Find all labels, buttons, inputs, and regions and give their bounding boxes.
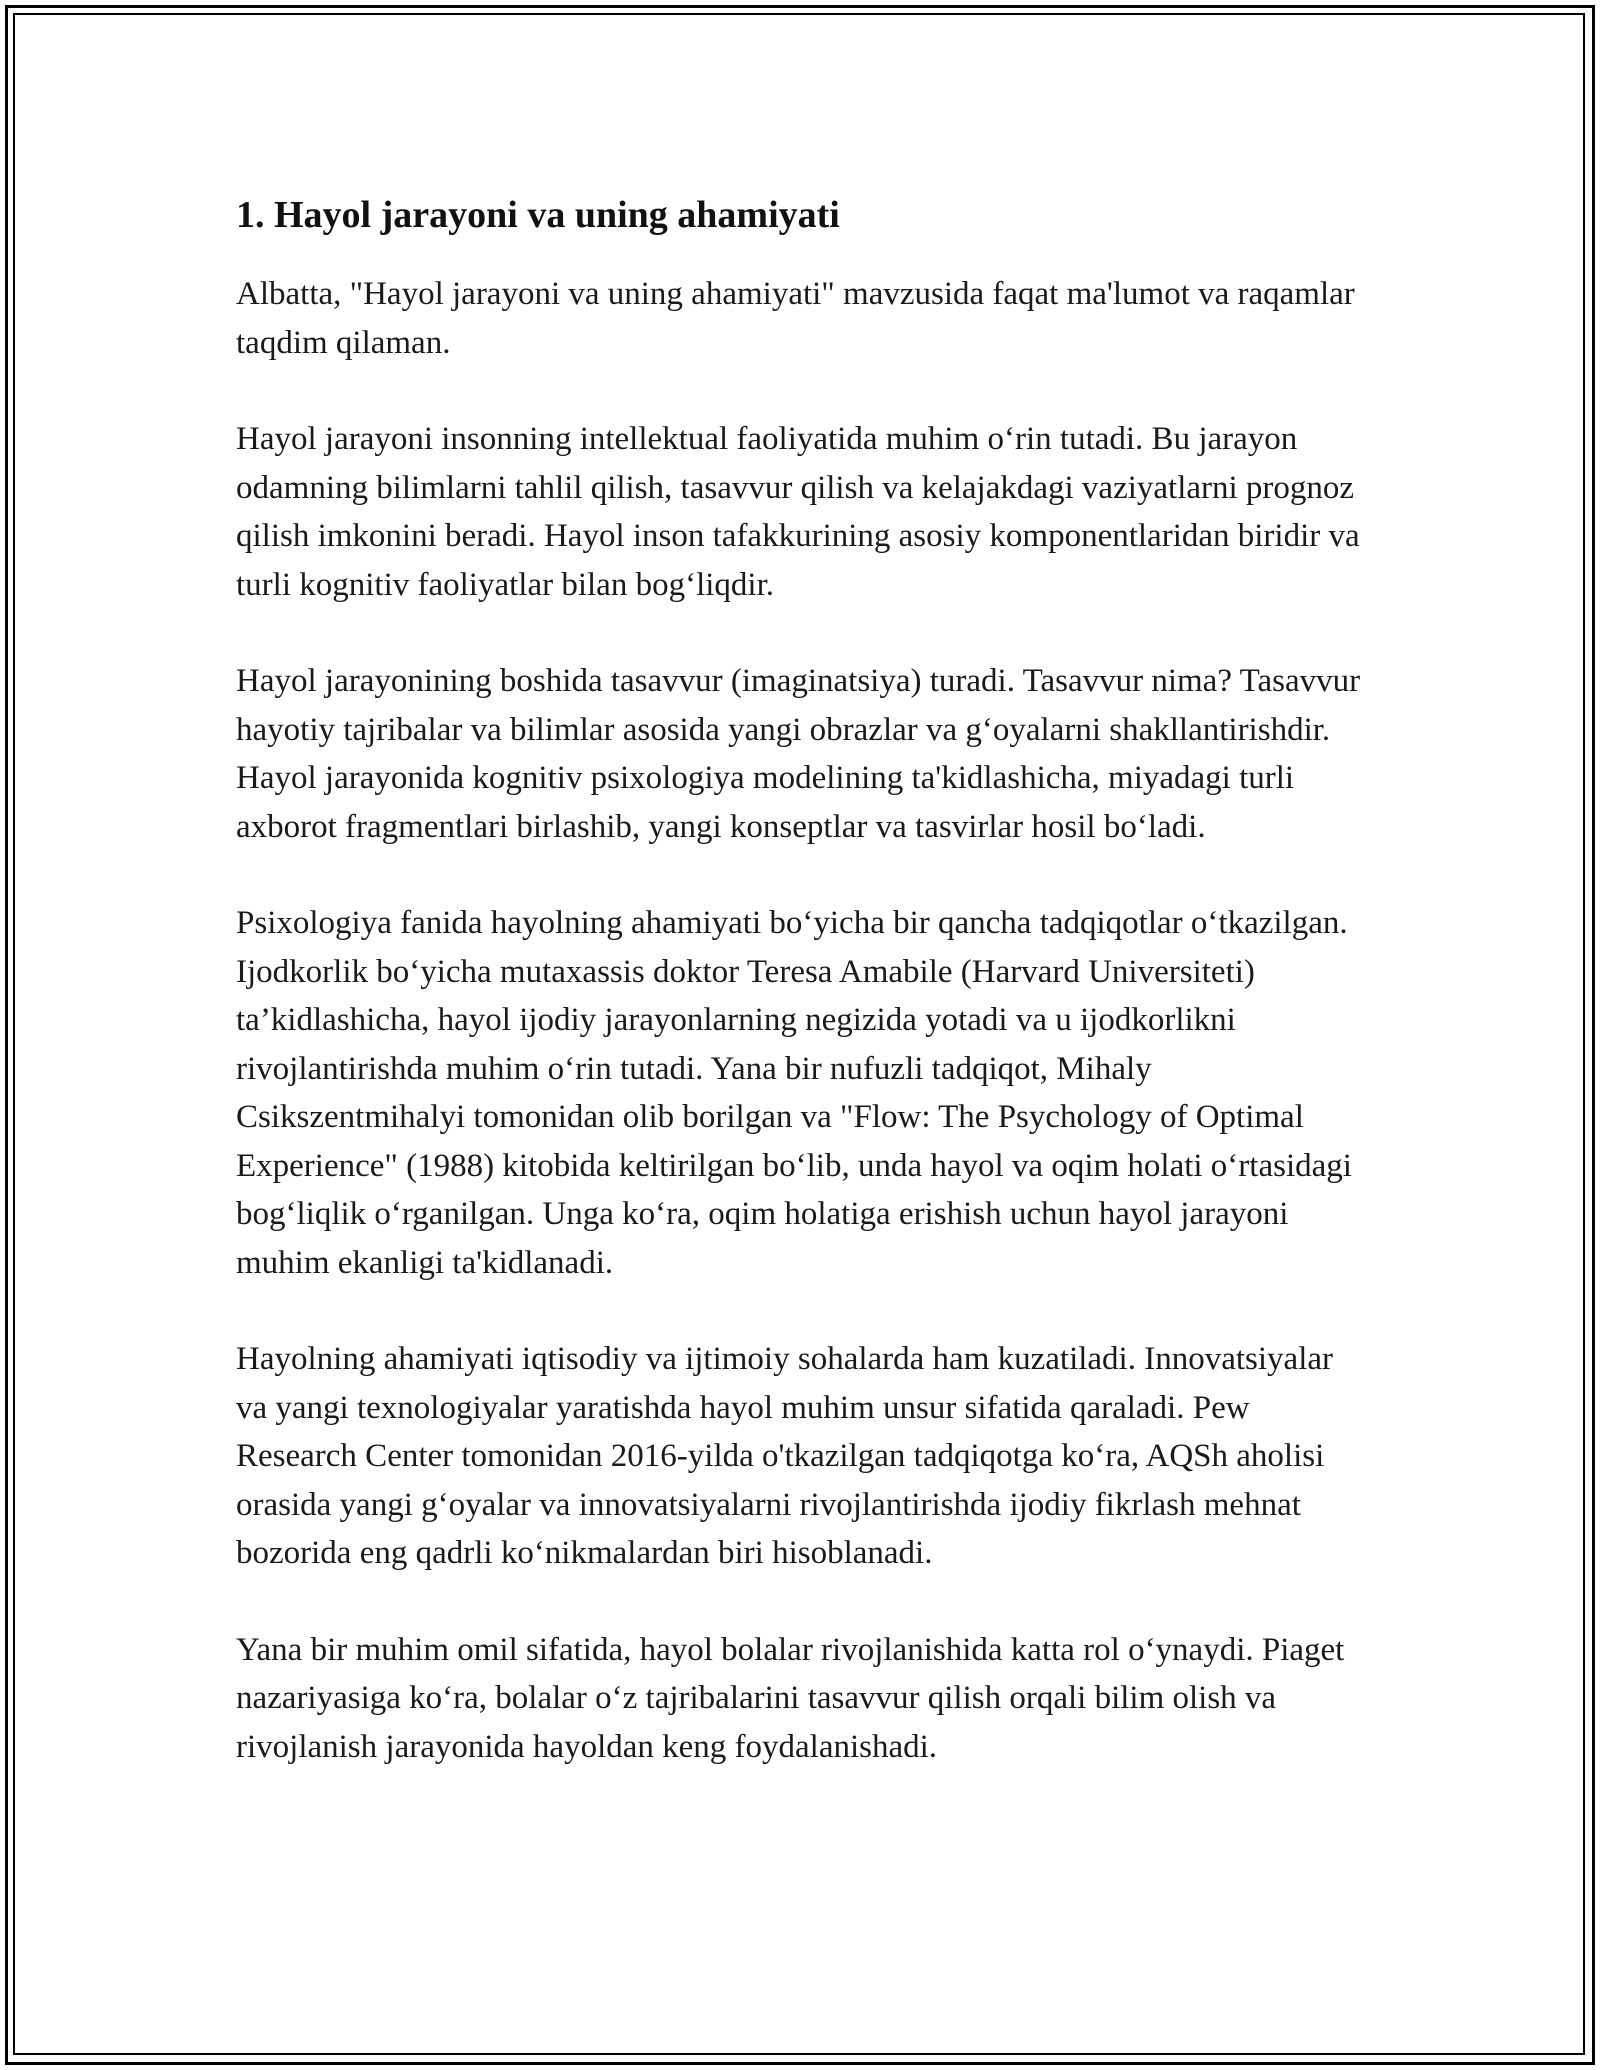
paragraph-intro: Albatta, "Hayol jarayoni va uning ahamiyati" mavzusida faqat ma'lumot va raqamlar taqdim qilaman.	[236, 276, 1355, 361]
document-body	[236, 182, 1366, 1819]
paragraph-research: Psixologiya fanida hayolning ahamiyati boʻyicha bir qancha tadqiqotlar oʻtkazilgan. Ijodkorlik boʻyicha mutaxassis doktor Teresa Amabile (Harvard Universiteti) ta’kidlashicha, hayol ijodiy jarayonlarning negizida yotadi va u ijodkorlikni rivojlantirishda muhim oʻrin tutadi. Yana bir nufuzli tadqiqot, Mihaly Csikszentmihalyi tomonidan olib borilgan va "Flow: The Psychology of Optimal Experience" (1988) kitobida keltirilgan boʻlib, unda hayol va oqim holati oʻrtasidagi bogʻliqlik oʻrganilgan. Unga koʻra, oqim holatiga erishish uchun hayol jarayoni muhim ekanligi ta'kidlanadi.	[236, 905, 1352, 1281]
paragraph-children: Yana bir muhim omil sifatida, hayol bolalar rivojlanishida katta rol oʻynaydi. Piaget nazariyasiga koʻra, bolalar oʻz tajribalarini tasavvur qilish orqali bilim olish va rivojlanish jarayonida hayoldan keng foydalanishadi.	[236, 1631, 1345, 1765]
section-heading: 1. Hayol jarayoni va uning ahamiyati	[236, 194, 840, 236]
paragraph-economy: Hayolning ahamiyati iqtisodiy va ijtimoiy sohalarda ham kuzatiladi. Innovatsiyalar va yangi texnologiyalar yaratishda hayol muhim unsur sifatida qaraladi. Pew Research Center tomonidan 2016-yilda o'tkazilgan tadqiqotga koʻra, AQSh aholisi orasida yangi gʻoyalar va innovatsiyalarni rivojlantirishda ijodiy fikrlash mehnat bozorida eng qadrli koʻnikmalardan biri hisoblanadi.	[236, 1341, 1333, 1571]
paragraph-imagination: Hayol jarayonining boshida tasavvur (imaginatsiya) turadi. Tasavvur nima? Tasavvur hayotiy tajribalar va bilimlar asosida yangi obrazlar va gʻoyalarni shakllantirishdir. Hayol jarayonida kognitiv psixologiya modelining ta'kidlashicha, miyadagi turli axborot fragmentlari birlashib, yangi konseptlar va tasvirlar hosil boʻladi.	[236, 663, 1361, 845]
paragraph-definition: Hayol jarayoni insonning intellektual faoliyatida muhim oʻrin tutadi. Bu jarayon odamning bilimlarni tahlil qilish, tasavvur qilish va kelajakdagi vaziyatlarni prognoz qilish imkonini beradi. Hayol inson tafakkurining asosiy komponentlaridan biridir va turli kognitiv faoliyatlar bilan bogʻliqdir.	[236, 421, 1360, 603]
